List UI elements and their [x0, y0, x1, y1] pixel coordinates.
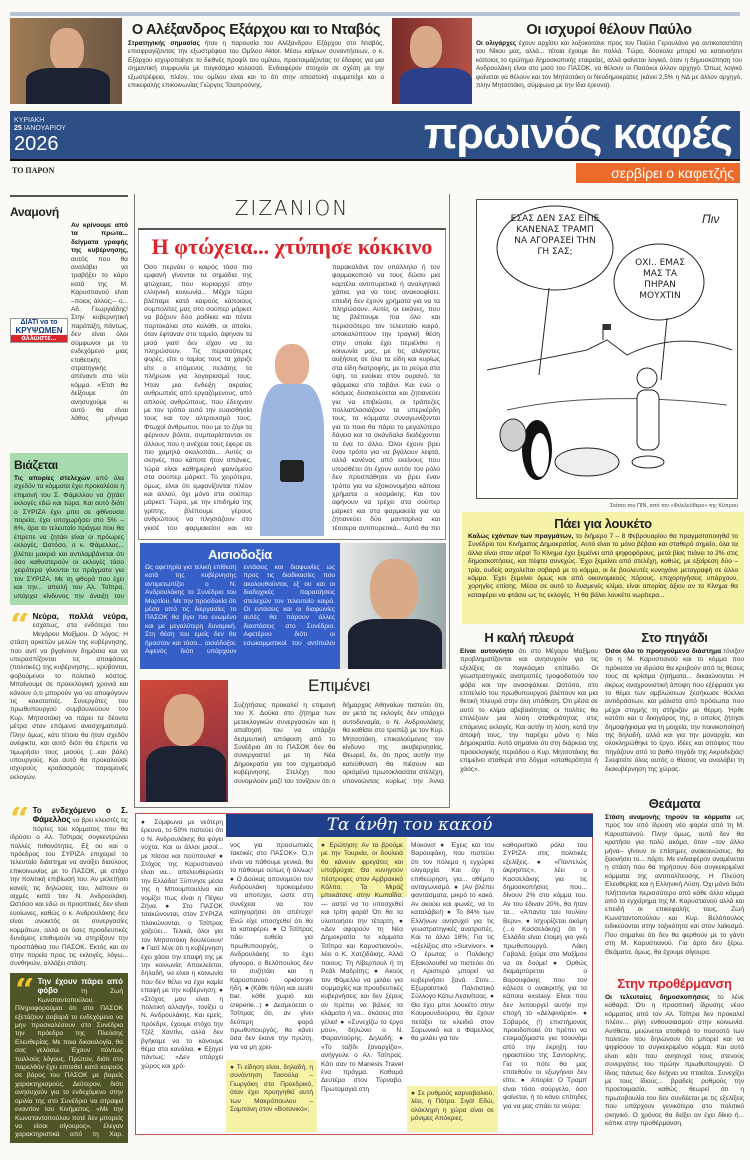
- masthead-title: πρωινός καφές: [423, 109, 732, 158]
- pigadi-article: Στο πηγάδι Όσοι όλο το προηγούμενο διάστημα τόνιζαν ότι η Μ. Καρυστιανού και το κόμμα που πρόκειται να ιδρύσει θα κρυβούν από τις θέσεις τους σε κρίσιμα ζητήματα... δικαιώνονται. Η άκρως αναχρονιστική άποψη που εξέφρασε για το θέμα των αμβλώσεων ξεσήκωσε θύελλα αντιδράσεων, και μάλιστα από πρόσωπα που μέχρι στιγμής τη στήριζαν με θέρμη. Ήρθε κατόπι και ο δικηγόρος της, ο οποίος ζήτησε δημοψήφισμα για τη μοιχεία, την ποινικοποίησή της δηλαδή, αλλά και για την μοναρχία, και ολοκληρώθηκε το έργο. Ιδέες και απόψεις που πηγάζουν από το βαθύ πηγάδι της Ακροδεξιάς! Σκεφτείτε όλος αυτός ο θίασος να αναλάβει τη διακυβέρνηση της χώρας.: [605, 630, 744, 773]
- quote-icon: “: [15, 978, 35, 1011]
- wallet: [280, 460, 304, 482]
- quote-neura: “ Νεύρα, πολλά νεύρα, εσχάτως, στα ενδότερα του Μεγάρου Μαξίμου. Ο λόγος; Η στάση αρκετών μελών της κυβέρνησης, που αντί να βγαίνουν δημόσια και να υπερασπίζονται τις αποφάσεις (πολιτικές) της κυβέρνησης... κρύβονται, φοβούμενοι το πολιτικό κόστος. Μπαίνουμε σε προεκλογική χρονιά και κάνουν ό,τι μπορούν για να αποφύγουν τις κακοτοπιές. Συνεργάτες του πρωθυπουργού συμβουλεύουν τον Κυρ. Μητσοτάκη να πάρει τα δέοντα μέτρα στον επόμενο ανασχηματισμό. Πλην όμως, κάτι τέτοιο θα ήταν σχεδόν ανέφικτο, και αυτό διότι θα έπρεπε να τιμωρήσει τους μισούς (...και βάλε) υπουργούς. Και αυτό θα προκαλούσε ισχυρούς κραδασμούς παραμονές εκλογών.: [10, 613, 128, 781]
- headline: Οι ισχυροί θέλουν Παύλο: [526, 22, 692, 38]
- top-rule: [10, 12, 740, 16]
- headline: Ο Αλέξανδρος Εξάρχου και το Νταβός: [131, 22, 381, 38]
- top-story-2: Οι ισχυροί θέλουν Παύλο Οι ολιγάρχες έχουν αρχίσει και λοξοκοιτάνε προς τον Παύλο Γερουλάνο για αντικαταστάτη του Νίκου μας, αλλά... τέτοια έχουμε δει πολλά. Τώρα, δύσκολα μπορεί να κατανοήσει κάποιος το ερώτημα δημοσκοπικής εταιρείας, αλλά φαίνεται λογικό, όταν η δημοσκόπηση του Ανδρουλάκη είναι στο μισό του ΠΑΣΟΚ, να θέλουν οι Πασόκοι άλλον αρχηγό. Όπως λογικό φαίνεται να θέλουν και τον Μητσοτάκη οι Νεοδημοκράτες (κάνει 2,5% η ΝΔ με άλλον αρχηγό, πλην Μητσοτάκη, σύμφωνα με την ίδια έρευνα).: [476, 22, 742, 90]
- kali-plevra-article: Η καλή πλευρά Είναι αυτονόητο ότι στο Μέγαρο Μαξίμου προβληματίζονται και ανησυχούν για τις εξελίξεις σε παγκόσμιο επίπεδο. Οι γεωστρατηγικές ανατροπές τροφοδοτούν τον φόβο και την ανασφάλεια. Ωστόσο, στο επιτελείο του πρωθυπουργού βλέπουν και μια θετική πλευρά στην όλη υπόθεση. Ότι μέσα σε αυτό το κλίμα αβεβαιότητας οι πολίτες θα επιλέξουν μια λύση σταθερότητας στις επόμενες εκλογές. Και αυτήν τη λύση, κατά την άποψή τους, την παρέχει μόνο η Νέα Δημοκρατία. Αυτό σημαίνει ότι στη διάρκεια της προεκλογικής περιόδου ο Κυρ. Μητσοτάκης θα επιμείνει σταθερά στο δόγμα «σταθερότητα ή χάος».: [460, 630, 598, 773]
- headline: Η φτώχεια... χτύπησε κόκκινο: [151, 234, 433, 259]
- quote-olive-box: “ Την έχουν πάρει από φόβο τη Ζωή Κωνσταντοπούλου. Πληροφορούμαι ότι στο ΠΑΣΟΚ εξετάζουν σοβαρά το ενδεχόμενο να μην προσκαλέσουν στο Συνέδριο την πρόεδρο της Πλεύσης Ελευθερίας. Με ποια δικαιολογία, θα σας γελάσω. Έχουν πάντως πολλούς λόγους. Πρώτον, διότι στο παρελθόν έχει επιτεθεί κατά καιρούς σε βάρος του ΠΑΣΟΚ με βαρείς χαρακτηρισμούς. Δεύτερον, διότι ανησυχούν για το ενδεχόμενο στην ομιλία της στο Συνέδριο να στραφεί εναντίον του Κινήματος. «Με την Κωνσταντοπούλου ποτέ δεν μπορείς να είσαι σίγουρος», έλεγαν χαρακτηριστικά από τη Χαρ.: [10, 973, 128, 1143]
- zizanion-body: Όσο περνάει ο καιρός τόσο πιο εμφανή γίνονται τα σημάδια της φτώχειας, που κυριαρχεί στην ελληνική κοινωνία... Μέχρι τώρα βλέπαμε κατά καιρούς κάποιους συμπολίτες μας στο σούπερ μάρκετ να βάζουν δύο ραδίκια και πέντε πορτοκάλια στο καλάθι, οι οποίοι, όταν έφταναν στο ταμείο, άφηναν τα μισά γιατί δεν είχαν να τα πληρώσουν. Τις περισσότερες φορές, είτε ο ταμίας τους τα χάριζε είτε ο επόμενος πελάτης τα πλήρωνε για λογαριασμό τους. Ήταν μια ένδειξη ακραίας ανθρωπιάς από εργαζόμενους, από απλούς ανθρώπους, που έδειχναν με τον τρόπο αυτό την ευαισθησία τους και τον αλτρουισμό τους. Φτωχοί άνθρωποι, που με το ζόρι τα φέρνουν βόλτα, συμπαρίστανται σε άλλους που η ανέχεια τους έφερε σε πιο χαμηλό σκαλοπάτι... Αυτές οι σκηνές, που κάποτε ήταν σπάνιες, τώρα είναι καθημερινό φαινόμενο στα σούπερ μάρκετ. Το χειρότερο, όμως, είναι ότι εμφανίζονται πλέον και αλλού, όχι μόνο στα σούπερ μάρκετ. Τώρα, με την επιδημία της γρίπης, βλέπουμε γέρους ανθρώπους να πλησιάζουν στο γκισέ του φαρμακείου και να παρακαλάνε τον υπάλληλο ή τον φαρμακοποιό να τους δώσει μια καρτέλα αντιπυρετικά ή αναλγητικά χάπια, για να τους ανακουφίσει, επειδή δεν έχουν χρήματα για να τα πληρώσουν. Αυτές οι εικόνες, που τις βλέπουμε πια όλο και περισσότερο τον τελευταίο καιρό, αποκαλύπτουν την τραγική θέση στην οποία έχει περιέλθει η κοινωνία μας, με τις αλόγιστες αυξήσεις σε όλα τα είδη και κυρίως στα είδη διατροφής, με το ρεύμα στα ύψη, τα ενοίκια στον ουρανό, τα φάρμακα στο ταβάνι. Και ενώ ο κόσμος δυσκολεύεται και ζητιανεύει για να επιβιώσει, οι τράπεζες πολλαπλασιάζουν τα υπερκέρδη τους, τα κόμματα συναγωνίζονται για το ποιο θα πάρει το μεγαλύτερο δάνειο και τα σκάνδαλα διαδέχονται το ένα το άλλο. Όλοι έχουν βρει έναν τρόπο για να βγάλουν λεφτά, αλλά κανένας από εκείνους που υποσθέτει ότι έχουν αυτόν τον ρόλο δεν προσπάθησε να βρει έναν τρόπο για να εξοικονομήσει κάποια χρήματα ο κοσμάκης. Και τον αφήνουν να τρέχει στα σούπερ μάρκετ και στα φαρμακεία για να ζητιανεύει δύο μανταρίνια και τέσσερα αντιπυρετικά... Αυτό θα πει: [144, 264, 440, 532]
- left-column: [10, 195, 128, 1143]
- quote-famellos: “ Το ενδεχόμενο ο Σ. Φάμελλος να βρει κλειστές τις πόρτες του κόμματος που θα ιδρύσει ο Αλ. Τσίπρας συγκεντρώνει πολλές πιθανότητες. Εξ ου και ο πρόεδρος του ΣΥΡΙΖΑ επιχειρεί το τελευταίο διάστημα να ανοίξει διαύλους επικοινωνίας με το ΠΑΣΟΚ, με στόχο την πολιτική επιβίωσή του. Αν μελετήσει κανείς τις δηλώσεις του, λείπουν οι αιχμές κατά του Ν. Ανδρουλάκη. Ωστόσο και εδώ οι προοπτικές δεν είναι ευοίωνες, καθώς ο κ. Ανδρουλάκης δεν είναι ανοικτός σε συνεργασίες κομμάτων, αλλά σε όσες προοδευτικές δυνάμεις επιθυμούν να στηρίξουν την προσπάθεια του ΠΑΣΟΚ. Εκτός και αν στην πορεία προς τις εκλογές, λόγω... συνθηκών, αλλάξει στάση.: [10, 807, 128, 967]
- photo-man-wallet: [256, 342, 328, 536]
- masthead-day: ΚΥΡΙΑΚΗ: [14, 117, 45, 124]
- anthi-yellow-2: ● Σε ρυθμούς καρναβαλιού, λέει, η Πάτρα. Σιγά! Εδώ, ολόκληρη η χώρα είναι σε μόνιμες Απόκριες.: [407, 1086, 498, 1132]
- quote-icon: “: [10, 807, 30, 840]
- section-zizanion: ΖΙΖΑΝΙΟΝ: [234, 196, 350, 220]
- anthi-col-4: Μύκονο! ● Έχεις και τον Βαρουφάκη, που πιστεύει ότι τον πόλεμο η εγχώρια ολιγαρχία. Και όχι η επιθεώρηση, για... αθέμιτο ανταγωνισμό. ● (Αν βλέπει φαντάσματα, μικρό το κακό. Αν ακούει και φωνές, να το καταλάβει!) ● Το 84% των Ελλήνων ανησυχεί για τις γεωστρατηγικές ανατροπές. Και το άλλο 16%; Για τις «εξελίξεις στο «Survivor». ● Ο έρωτας ο Πολάκης! Εξακολουθεί να πιστεύει ότι η Αριστερά μπορεί να κυβερνήσει ξανά. Στον... Εξωραϊστικό Πολιτιστικό Σύλλογο Κάτω Λεσινίτσας. ● Θα έχει μπει λουκέτο στην Κουμουνδούρου, θα έχουν πετάξει τα κλειδιά στον Σαρωνικό και ο Φάμελλος θα μιλάει για τον: [411, 842, 494, 1043]
- zizanion-article: [138, 228, 446, 540]
- epimenei-article: Επιμένει Συζητήσεις προκαλεί η επιμονή του Χ. Δούκα στο ζήτημα των μετεκλογικών συνεργασιών και η απαίτησή του να υπάρξει δεσμευτική απόφαση από το Συνέδριο ότι το ΠΑΣΟΚ δεν θα συνεργαστεί με τη Νέα Δημοκρατία για τον σχηματισμό κυβέρνησης. Στελέχη που συνομιλούν μαζί του τονίζουν ότι ο δήμαρχος Αθηναίων πιστεύει ότι, αν μετά τις εκλογές δεν υπάρχει αυτοδυναμία, ο Ν. Ανδρουλάκης θα καθίσει στο τραπέζι με τον Κυρ. Μητσοτάκη, επικαλούμενος τον κίνδυνο της ακυβερνησίας. Θεωρεί, δε, ότι προς αυτήν την κατεύθυνση θα πιέσουν και ορισμένα πρωτοκλασάτα στελέχη, υπονοώντας κυρίως την Άννα: [234, 676, 444, 785]
- photo-geroulanos: [392, 18, 472, 104]
- anthi-col-1: ● Σύμφωνα με νεότερη έρευνα, το 50% πιστεύει ότι ο Ν. Ανδρουλάκης θα φύγει νύχτα. Και οι άλλοι μισοί... με πίσσα και πούπουλα! ● Στόχος της Καρυστιανού είναι να... απελευθερώσει την Ελλάδα! Ξύπνησε μέσα της η Μπουμπουλίνα και νομίζει πως είναι η Πέγκυ Ζήνα. ● Στο ΠΑΣΟΚ τσακώνονται, στον ΣΥΡΙΖΑ πλακώνονται, ο Τσίπρας χαζεύει... Τελικά, όλοι για τον Μητσοτάκη δουλεύουν! ● Γιατί λένε ότι η κυβέρνηση έχει χάσει την επαφή της με την κοινωνία; Αποκλείεται, δηλαδή, να είναι η κοινωνία που δεν θέλει να έχει καμία επαφή με την κυβέρνηση; ● «Στόχος μου είναι η πολιτική αλλαγή», τονίζει ο Ν. Ανδρουλάκης. Και εμείς, πρόεδρε, έχουμε στόχο την Τζέξ Χαντίνι, αλλά δεν βγήκαμε να το κάνουμε θέμα στα κανάλια. ● Εξηγεί πάντως: «Δεν υπάρχει χώρος και χρό-: [141, 819, 223, 1070]
- masthead-tagline: σερβίρει ο καφετζής: [576, 163, 740, 183]
- theamata-article: Θεάματα Στάση αναμονής τηρούν τα κόμματα ως προς τον υπό ίδρυση νέο φορέα από τη Μ. Καρυστιανού. Πλην όμως, αυτό δεν θα κρατήσει για πολύ ακόμα, όταν –τον άλλο μήνα– γίνουν οι επίσημες ανακοινώσεις, θα ξεκινήσει το... πάρτι. Με ενδιαφέρον αναμένεται η στάση που θα τηρήσουν δύο συγκεκριμένα κόμματα της αντιπολίτευσης. Η Πλεύση Ελευθερίας και η Ελληνική Λύση. Όχι μόνο διότι πλήττονται περισσότερο από κάθε άλλο κόμμα από το εγχείρημα της Μ. Καρυστιανού αλλά και επειδή οι επικεφαλής τους, Ζωή Κωνσταντοπούλου και Κυρ. Βελόπουλος ειδικεύονται στην τοξικότητα και στον λαϊκισμό. Που σημαίνει ότι δεν θα φερθούν με το γάντι στη Μ. Καρυστιανού. Για άρτο δεν ξέρω. Θεάματα, όμως, θα έχουμε σίγουρα.: [605, 796, 744, 956]
- photo-doukas: [140, 680, 228, 802]
- anthi-title: Τα άνθη του κακού: [226, 814, 593, 837]
- anamoni-article: Αναμονή ΔΙΑΤΙ να το ΚΡΥΨΩΜΕΝ άλλωστε... Αν κρίνουμε από τα πρώτα... δείγματα γραφής της κυβέρνησης, αυτός που θα αναλάβει να τραβήξει το κάρο κατά της Μ. Καρυστιανού είναι –ποιος άλλος;– ο... Αδ. Γεωργιάδης! Στην κυβερνητική παράταξη, πάντως, δεν είναι όλοι σύμφωνοι με το ενδεχόμενο μιας επιθετικής στρατηγικής απέναντι στο νέο κόμμα. «Έτσι θα δείξουμε ότι ανησυχούμε κι αυτό θα είναι λάθος μήνυμα: [10, 195, 128, 425]
- cartoon: [476, 199, 738, 499]
- anthi-col-2: νος για προσωπικές τακτικές στο ΠΑΣΟΚ». Ό,τι είναι να πάθουμε γενικά, θα το πάθουμε ούτως ή άλλως! ● Ο Δούκας απονομεύει τον Ανδρουλάκη προκειμένου να αποτύχει, ώστε στη συνέχεια να τον κατηγορήσει ότι απέτυχε! Ενώ είχε υποσχεθεί ότι θα τα καταφέρει. ● Ο Τσίπρας πάει ευθεία για πρωθυπουργός, ο Ανδρουλάκης το έχει αίγουρο, ο Βελόπουλος δεν το συζητάει και η Καρυστιανού ορκίστηκε ήδη. ● (Κάθε πόλη και sushi bar, κάθε χωριό και creperie...) ● Δεσμεύεται ο Τσίπρας ότι, αν γίνει δεύτερη φορά πρωθυπουργός, θα κάνει όσα δεν έκανε την πρώτη, για να μη χρει-: [230, 842, 313, 1051]
- louketo-box: Πάει για λουκέτο Καλώς εχόντων των πραγμάτων, το διήμερο 7 – 8 Φεβρουαρίου θα πραγματοποιηθεί το Συνέδριο του Κινήματος Δημοκρατίας. Αυτό είναι το μόνο βέβαιο και σταθερό σημείο, όλα τα άλλα είναι στον αέρα! Το Κίνημα έχει ξεμείνει από ψηφοφόρους, μετά βίας πιάνει το 2% στις δημοσκοπήσεις, και πέφτει συνεχώς. Έχει ξεμείνει από στελέχη, καθώς, με εξαίρεση δύο – τρία, ουδείς ασχολείται σοβαρά με το κόμμα, οι δε βουλευτές κυνηγάνε μεταγραφή σε άλλο κόμμα. Έχει ξεμείνει όμως και από οικονομικούς πόρους, επιχορηγήσεις υπάρχουν, χορηγίες επίσης. Μέσα σε αυτό το δυσμενές κλίμα, είναι απορίας άξιον αν το Κίνημα θα καταφέρει να φτάσει ως τις εκλογές. Ή θα βάλει λουκέτο νωρίτερα...: [462, 512, 744, 624]
- speech-bubble-1: ΕΣΑΣ ΔΕΝ ΣΑΣ ΕΙΠΕ ΚΑΝΕΝΑΣ ΤΡΑΜΠ ΝΑ ΑΓΟΡΑΣΕΙ ΤΗΝ ΓΗ ΣΑΣ;: [510, 214, 600, 257]
- anthi-col-3: ● Ερώτηση: Αν τα βρούμε με την Τουρκία, οι δουλειά θα κάνουν φρεγάτες και υποβρύχια; Θα κυνηγούν πέστροφες στον Αμβρακικό Κόλπο; Τα Μιράζ μπεκάτσες στην Κωπαΐδα; — αστεί να το υποσχεθεί και τρίτη φορά! Ότι θα τα υλοποιήσει την τέταρτη. ● «Δεν αφορούν τη Νέα Δημοκρατία τα κόμματα Τσίπρα και Καρυστιανού», λέει ο Κ. Χατζιδάκης. Αλλά ποιους; Τη Λίβερπουλ ή τη Ρεάλ Μαδρίτης; ● Ακούς τον Φάμελλο να μιλάει για συμμαχίες και προοδευτικές κυβερνήσεις και δεν ξέρεις αν πρέπει να βάλεις τα κλάματα ή να... σκάσεις στα γέλια! ● «Συνεχίζω το έργο μου», δηλώνει ο Ν. Φαραντούρης. Δηλαδή; ● «Το ταξίδι ξαναρχίζει», ανήγγειλε ο Αλ. Τσίπρας. Κάτι σαν το Manesis Travel ένα πράγμα. Καθαρά Δευτέρα στον Τύρναβο. Πρωτομαγιά στη: [321, 842, 403, 1093]
- anthi-yellow-1: ● Τι είδηση είναι, δηλαδή, η συνάντηση Τασούλα – Γιωργάκη στο Προεδρικό, όταν έχει προηγηθεί αυτή των Μακρόπουλου – Σαμπάνη στον «Βοτανικό»;: [226, 1060, 317, 1132]
- diati-badge: ΔΙΑΤΙ να το ΚΡΥΨΩΜΕΝ άλλωστε...: [10, 318, 68, 343]
- speech-bubble-2: ΟΧΙ.. ΕΜΑΣ ΜΑΣ ΤΑ ΠΗΡΑΝ ΜΟΥΧΤΙΝ: [635, 258, 685, 301]
- paper-name: ΤΟ ΠΑΡΟΝ: [12, 166, 55, 175]
- masthead: ΚΥΡΙΑΚΗ 25 ΙΑΝΟΥΑΡΙΟΥ 2026 πρωινός καφές: [10, 111, 740, 161]
- anthi-col-5: καθοριστικό ρόλο του ΣΥΡΙΖΑ στις πολιτικές εξελίξεις. ● «Παντελώς άκρηστες», λέει ο Κασσελάκης για τις δημοσκοπήσεις που... δίνουν 2% στο κόμμα του. Αν του έδιναν 20%, θα ήταν τα... «Άπαντα του Ιουλίου Βερν». ● Ισχυρίζεται ακόμη (...ο Κασσελάκης) ότι η Ελλάδα είναι έτοιμη για γκέι πρωθυπουργό. Λάκη Γαβαλά, ξούμε στο Μαξίμου να σε δούμε! ● Ορθώς διαμαρτύρεται ο Βαρουφάκης που τον κάλεσε ο ανακριτής για τα κάποια exstasy. Είναι που δεν λειτουργεί αυτήν την εποχή το «Δελφινάριο». ● Σοβαρός (!) επιστήμονας προειδοποιεί ότι πρέπει να ετοιμαζόμαστε για τσουνάμι από την έκρηξη του ηφαιστείου της Σαντορίνης. Για το πότε θα μας επιτεθούν οι εξωγήινοι δεν είπε. ● Απορία: Ο Τραμπ είναι τόσο σούργελο, όσο φαίνεται, ή το κάνει επίτηδες για να μας σπάει τα νεύρα;: [503, 842, 587, 1110]
- cartoon-caption: Σκίτσο του ΠΙΝ, από τον «Φιλελεύθερο» της Κύπρου: [609, 503, 738, 509]
- quote-icon: “: [10, 613, 30, 646]
- viazetai-box: Βιάζεται Τις απορίες στελεχών από όλα σχεδόν τα κόμματα έχει προκαλέσει η επιμονή του Σ. Φάμελλου να ζητάει εκλογές εδώ και τώρα. Και αυτό διότι ο ΣΥΡΙΖΑ έχει μπει σε φθίνουσα πορεία, έχει υποχωρήσει στο 5% – 6%, άρα το τελευταίο πράγμα που θα έπρεπε να ζητάει είναι οι πρόωρες εκλογές. Ωστόσο, ο κ. Φάμελλος... βλέπει μακριά και αντιλαμβάνεται ότι όσο καθυστερούν οι εκλογές τόσο χειρότερα γίνονται τα πράγματα για τον ΣΥΡΙΖΑ. Με τη φθορά που έχει και την... απειλή του Αλ. Τσίπρα, υπάρχει κίνδυνος την άνοιξη του: [10, 453, 128, 605]
- aisiodoxia-box: Αισιοδοξία Ως αφετηρία για τελική επίθεση κατά της κυβέρνησης αντιμετωπίζει ο Ν. Ανδρουλάκης το Συνέδριο του Μαρτίου. Με την προσδοκία ότι μέσα από τις διεργασίες το ΠΑΣΟΚ θα βγει πιο ενωμένο και με μεγαλύτερη δυναμική. Στη θέση του εμείς δεν θα ήμασταν και τόσο... αισιόδοξοι. Αφενός διότι υπάρχουν εντάσεις και διαφωνίες ως προς τις διαδικασίες που ακολουθούνται, εξ ου και οι διαδοχικές παραιτήσεις στελεχών τον τελευταίο καιρό. Οι εντάσεις και οι διαφωνίες αυτές θα πάρουν άλλες διαστάσεις στο Συνέδριο. Αφετέρου διότι οι εσωκομματικοί του αντίπαλοι: [140, 543, 340, 669]
- anthi-box: [135, 813, 593, 1135]
- photo-exarchou: [10, 18, 122, 104]
- cartoon-signature: Πιν: [702, 212, 720, 226]
- prothermansi-article: Στην προθέρμανση Οι τελευταίες δημοσκοπήσεις το λένε καθαρά: Ότι η προοπτική ίδρυσης νέου κόμματος από τον Αλ. Τσίπρα δεν προκαλεί πλέον... ρίγη ενθουσιασμού στην κοινωνία. Αντίθετα, μειώνεται σταθερά το ποσοστό των πολιτών που δηλώνουν ότι μπορεί και να ψηφίσουν το συγκεκριμένο κόμμα. Και αυτό είναι κάτι που ανησυχεί τους στενούς συνεργάτες του πρώην πρωθυπουργού. Ο ίδιος πάντως δεν δείχνει να πτοείται. Συνεχίζει με τους ίδιους... βραδείς ρυθμούς την προετοιμασία, καθώς θεωρεί ότι η πρωτοβουλία του δεν συνδέεται με τις εξελίξεις που υπάρχουν γενικότερα στο πολιτικό σκηνικό. Ο χρόνος θα δείξει αν έχει δίκιο ή... κάπκε στην προθέρμανση.: [605, 976, 744, 1128]
- top-story-1: Ο Αλέξανδρος Εξάρχου και το Νταβός Στρατηγικής σημασίας ήταν η παρουσία του Αλέξανδρου Εξάρχου στο Νταβός, επισφραγίζοντας την εξωστρέφεια του Ομίλου Aktor. Μέσω καίριων συναντήσεων, ο κ. Εξάρχου ισχυροποίησε το διεθνές προφίλ του ομίλου, προετοιμάζοντας το έδαφος για μια σημαντική συμφωνία με παγκόσμιο κολοσσό. Ενδιαφέρον στοιχείο σε σχέση με την εξωστρέφεια, πλέον, του ομίλου είναι και το ότι στην αποστολή συμμετείχε και ο επικεφαλής επικοινωνίας Γιώργος Τσαπρούνης.: [128, 22, 384, 90]
- masthead-year: 2026: [14, 133, 59, 155]
- photo-androulakis: [340, 543, 446, 669]
